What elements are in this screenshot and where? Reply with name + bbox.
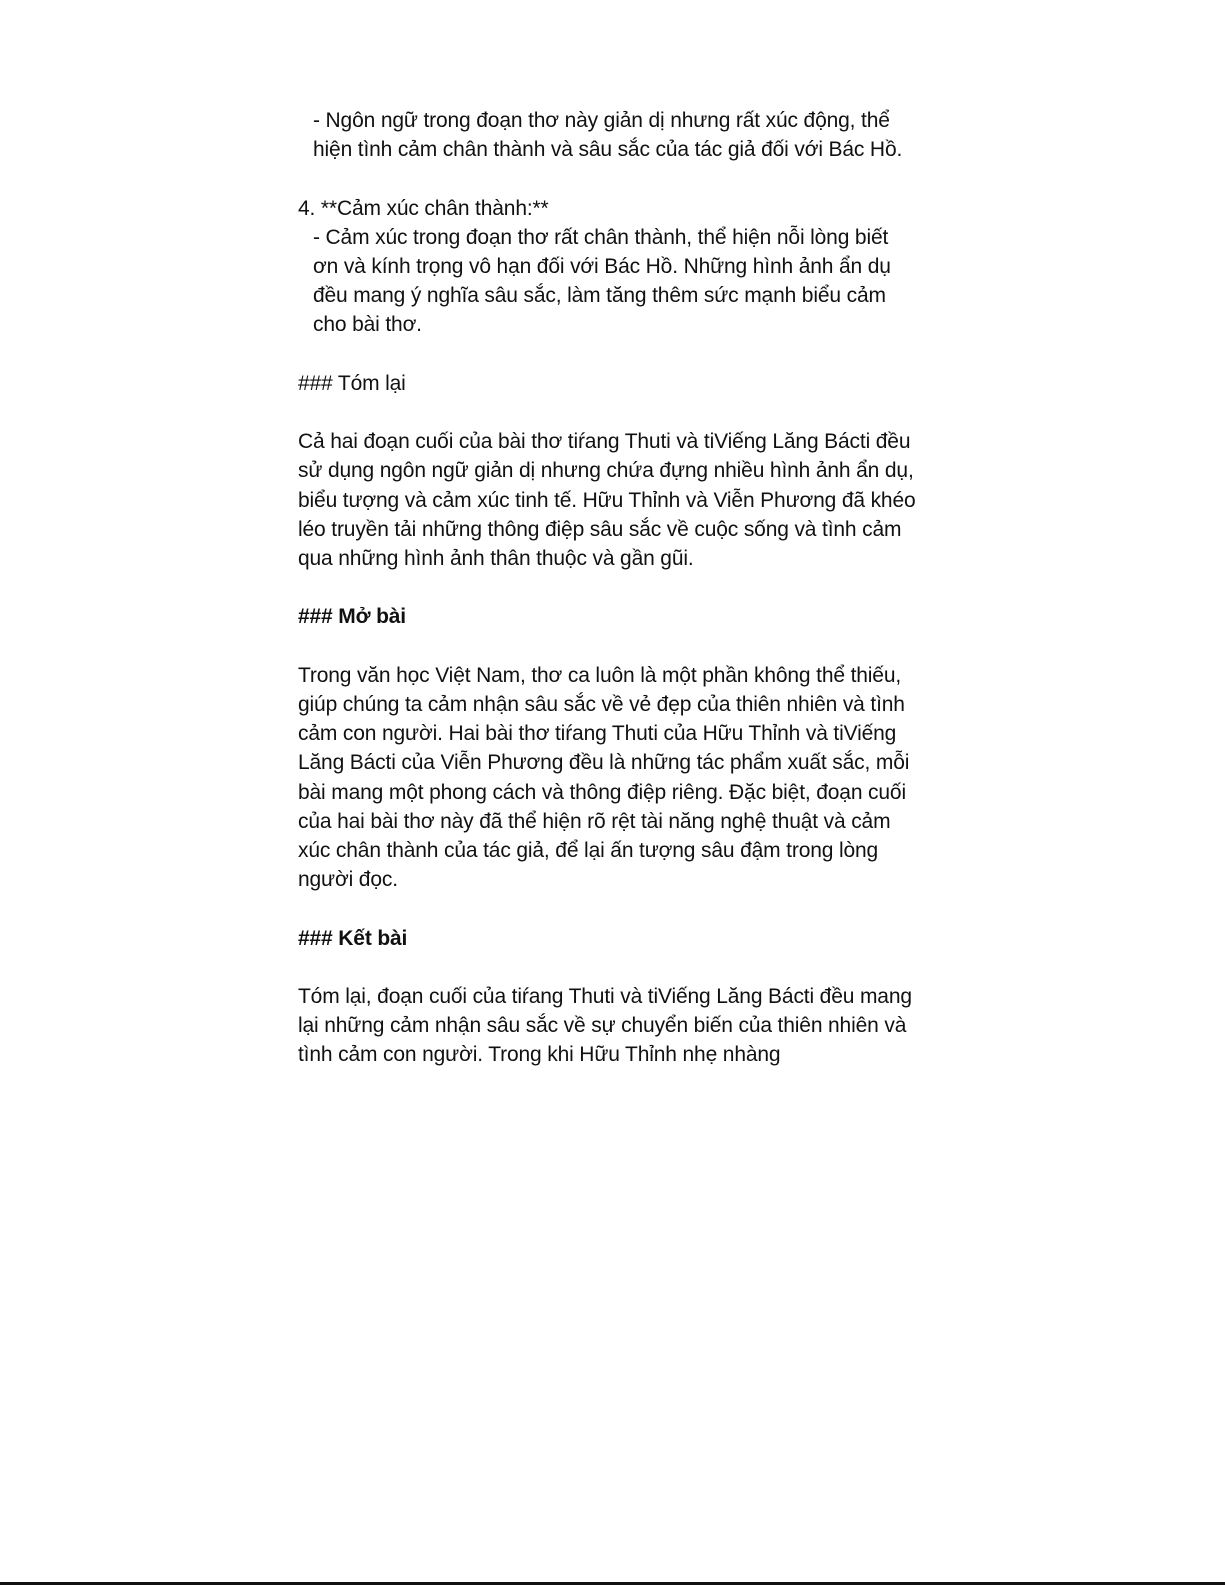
paragraph-conclusion: Tóm lại, đoạn cuối của tiŕang Thuti và tiViếng Lăng Bácti đều mang lại những cảm nhận sâu sắc về sự chuyển biến của thiên nhiên và tình cảm con người. Trong khi Hữu Thỉnh nhẹ nhàng <box>298 984 912 1067</box>
paragraph-gap <box>298 573 918 602</box>
paragraph-gap <box>298 953 918 982</box>
heading-ket-bai: ### Kết bài <box>298 926 408 950</box>
paragraph-gap <box>298 398 918 427</box>
paragraph-emotion-note: - Cảm xúc trong đoạn thơ rất chân thành, thể hiện nỗi lòng biết ơn và kính trọng vô hạn đối với Bác Hồ. Những hình ảnh ẩn dụ đều mang ý nghĩa sâu sắc, làm tăng thêm sức mạnh biểu cảm cho bài thơ. <box>313 225 891 337</box>
document-body <box>298 106 918 1070</box>
paragraph-summary: Cả hai đoạn cuối của bài thơ tiŕang Thuti và tiViếng Lăng Bácti đều sử dụng ngôn ngữ giản dị nhưng chứa đựng nhiều hình ảnh ẩn dụ, biểu tượng và cảm xúc tinh tế. Hữu Thỉnh và Viễn Phương đã khéo léo truyền tải những thông điệp sâu sắc về cuộc sống và tình cảm qua những hình ảnh thân thuộc và gần gũi. <box>298 430 916 570</box>
paragraph-introduction: Trong văn học Việt Nam, thơ ca luôn là một phần không thể thiếu, giúp chúng ta cảm nhận sâu sắc về vẻ đẹp của thiên nhiên và tình cảm con người. Hai bài thơ tiŕang Thuti của Hữu Thỉnh và tiViếng Lăng Bácti của Viễn Phương đều là những tác phẩm xuất sắc, mỗi bài mang một phong cách và thông điệp riêng. Đặc biệt, đoạn cuối của hai bài thơ này đã thể hiện rõ rệt tài năng nghệ thuật và cảm xúc chân thành của tác giả, để lại ấn tượng sâu đậm trong lòng người đọc. <box>298 663 910 892</box>
paragraph-gap <box>298 340 918 369</box>
paragraph-gap <box>298 894 918 923</box>
paragraph-language-note: - Ngôn ngữ trong đoạn thơ này giản dị nhưng rất xúc động, thể hiện tình cảm chân thành và sâu sắc của tác giả đối với Bác Hồ. <box>313 109 903 162</box>
paragraph-gap <box>298 164 918 193</box>
heading-tom-lai: ### Tóm lại <box>298 371 406 395</box>
heading-mo-bai: ### Mở bài <box>298 605 406 629</box>
paragraph-gap <box>298 632 918 661</box>
numbered-heading-sincere-emotion: 4. **Cảm xúc chân thành:** <box>298 196 549 220</box>
